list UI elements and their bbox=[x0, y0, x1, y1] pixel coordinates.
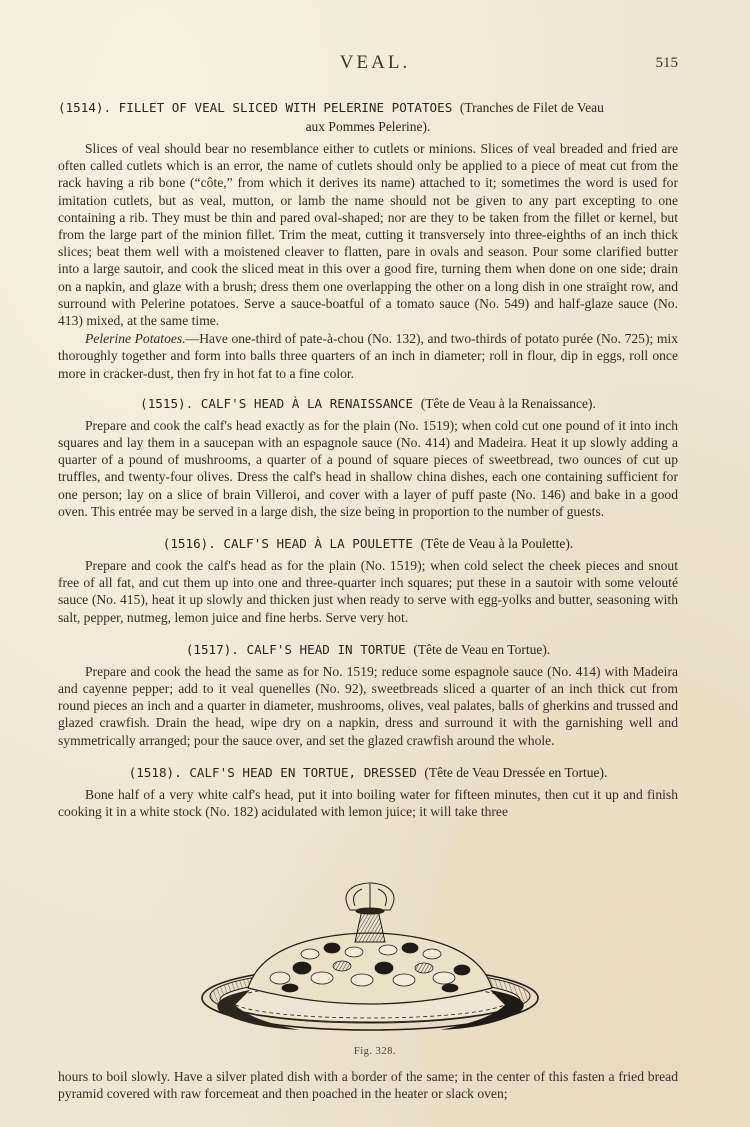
recipe-heading bbox=[58, 534, 678, 553]
running-title: VEAL. bbox=[339, 52, 411, 73]
center-ornament bbox=[346, 883, 394, 914]
continuation-text bbox=[58, 1068, 678, 1102]
recipe-paragraph: Prepare and cook the head the same as for No. 1519; reduce some espagnole sauce (No. 414) with Madeira and cayenne pepper; add to it veal quenelles (No. 92), sweetbreads sliced a quarter of an inch thick cut from round pieces an inch and a quarter in diameter, mushrooms, olives, veal palates, balls of gherkins and trussed and glazed crawfish. Drain the head, wipe dry on a napkin, dress and surround it with the garnishing well and symmetrically arranged; pour the sauce over, and set the glazed crawfish around the whole. bbox=[58, 663, 678, 748]
recipe-1517 bbox=[58, 640, 678, 749]
sub-recipe-label: Pelerine Potatoes. bbox=[85, 331, 186, 347]
recipe-number: (1515). bbox=[140, 395, 194, 411]
recipe-heading bbox=[58, 763, 678, 782]
recipe-number: (1514). bbox=[58, 100, 112, 115]
recipe-title: CALF'S HEAD À LA RENAISSANCE bbox=[200, 395, 414, 411]
recipe-number: (1517). bbox=[185, 641, 239, 657]
recipe-title: CALF'S HEAD IN TORTUE bbox=[246, 641, 406, 657]
page-number: 515 bbox=[655, 55, 678, 71]
sub-recipe-text: —Have one-third of pate-à-chou (No. 132), and two-thirds of potato purée (No. 725); mix thoroughly together and form into balls three quarters of an inch in diameter; roll in flour, dip in eggs, roll once more in cracker-dust, then fry in hot fat to a fine color. bbox=[58, 331, 678, 381]
body-text bbox=[58, 98, 678, 820]
recipe-french-title: (Tête de Veau en Tortue). bbox=[413, 641, 551, 657]
recipe-french-title: (Tête de Veau à la Poulette). bbox=[420, 536, 574, 552]
recipe-french-title: (Tête de Veau à la Renaissance). bbox=[420, 395, 596, 411]
recipe-french-title: (Tranches de Filet de Veau bbox=[459, 100, 604, 115]
recipe-heading bbox=[58, 394, 678, 413]
recipe-paragraph: Slices of veal should bear no resemblance either to cutlets or minions. Slices of veal breaded and fried are often called cutlets which is an error, the name of cutlets should only be applied to a piece of meat cut from the rack having a rib bone (“côte,” from which it derives its name) attached to it; sometimes the word is used for imitation cutlets, but as veal, mutton, or lamb the name should not be given to any part excepting to one containing a rib. They must be thin and pared oval-shaped; nor are they to be taken from the fillet or kernel, but from the large part of the minion fillet. Trim the meat, cutting it transversely into three-eighths of an inch thick slices; beat them well with a moistened cleaver to flatten, pare in ovals and season. Pour some clarified butter into a large sautoir, and cook the sliced meat in this over a good fire, turning them when done on one side; drain on a napkin, and glaze with a brush; dress them one overlapping the other on a long dish in one straight row, and surround with Pelerine potatoes. Serve a sauce-boatful of a tomato sauce (No. 549) and half-glaze sauce (No. 413) mixed, at the same time. bbox=[58, 141, 678, 329]
continuation-paragraph: hours to boil slowly. Have a silver plated dish with a border of the same; in the center of this fasten a fried bread pyramid covered with raw forcemeat and then poached in the heater or slack oven; bbox=[58, 1069, 678, 1102]
recipe-paragraph: Prepare and cook the calf's head exactly as for the plain (No. 1519); when cold cut one pound of it into inch squares and lay them in a saucepan with an espagnole sauce (No. 414) and Madeira. Heat it up slowly adding a quarter of a pound of mushrooms, a quarter of a pound of square pieces of sweetbread, two ounces of cut up truffles, and twenty-four olives. Dress the calf's head in shallow china dishes, each one containing sufficient for one person; lay on a slice of brain Villeroi, and cover with a layer of puff paste (No. 146) and bake in a good oven. This entrée may be served in a large dish, the size being in proportion to the number of guests. bbox=[58, 417, 678, 519]
recipe-title: CALF'S HEAD EN TORTUE, DRESSED bbox=[189, 764, 417, 780]
recipe-1514 bbox=[58, 98, 678, 382]
recipe-paragraph: Prepare and cook the calf's head as for the plain (No. 1519); when cold select the cheek pieces and snout free of all fat, and cut them up into one and three-quarter inch squares; put these in a sautoir with some velouté sauce (No. 415), heat it up slowly and thicken just when ready to serve with egg-yolks and butter, seasoning with salt, pepper, nutmeg, lemon juice and fine herbs. Serve very hot. bbox=[58, 558, 678, 625]
recipe-1515 bbox=[58, 394, 678, 520]
recipe-heading bbox=[58, 640, 678, 659]
recipe-title: CALF'S HEAD À LA POULETTE bbox=[223, 536, 413, 552]
calfs-head-engraving bbox=[190, 880, 550, 1040]
recipe-1518 bbox=[58, 763, 678, 820]
recipe-1516 bbox=[58, 534, 678, 626]
recipe-heading bbox=[58, 98, 678, 136]
figure-caption: Fig. 328. bbox=[353, 1046, 397, 1057]
running-head bbox=[0, 52, 750, 78]
recipe-number: (1518). bbox=[128, 764, 182, 780]
recipe-french-title-cont: aux Pommes Pelerine). bbox=[305, 119, 431, 134]
recipe-paragraph: Bone half of a very white calf's head, put it into boiling water for fifteen minutes, then cut it up and finish cooking it in a white stock (No. 182) acidulated with lemon juice; it will take three bbox=[58, 786, 678, 820]
recipe-title: FILLET OF VEAL SLICED WITH PELERINE POTATOES bbox=[118, 100, 453, 115]
recipe-number: (1516). bbox=[162, 536, 216, 552]
sub-recipe-paragraph bbox=[58, 330, 678, 382]
recipe-french-title: (Tête de Veau Dressée en Tortue). bbox=[424, 764, 608, 780]
